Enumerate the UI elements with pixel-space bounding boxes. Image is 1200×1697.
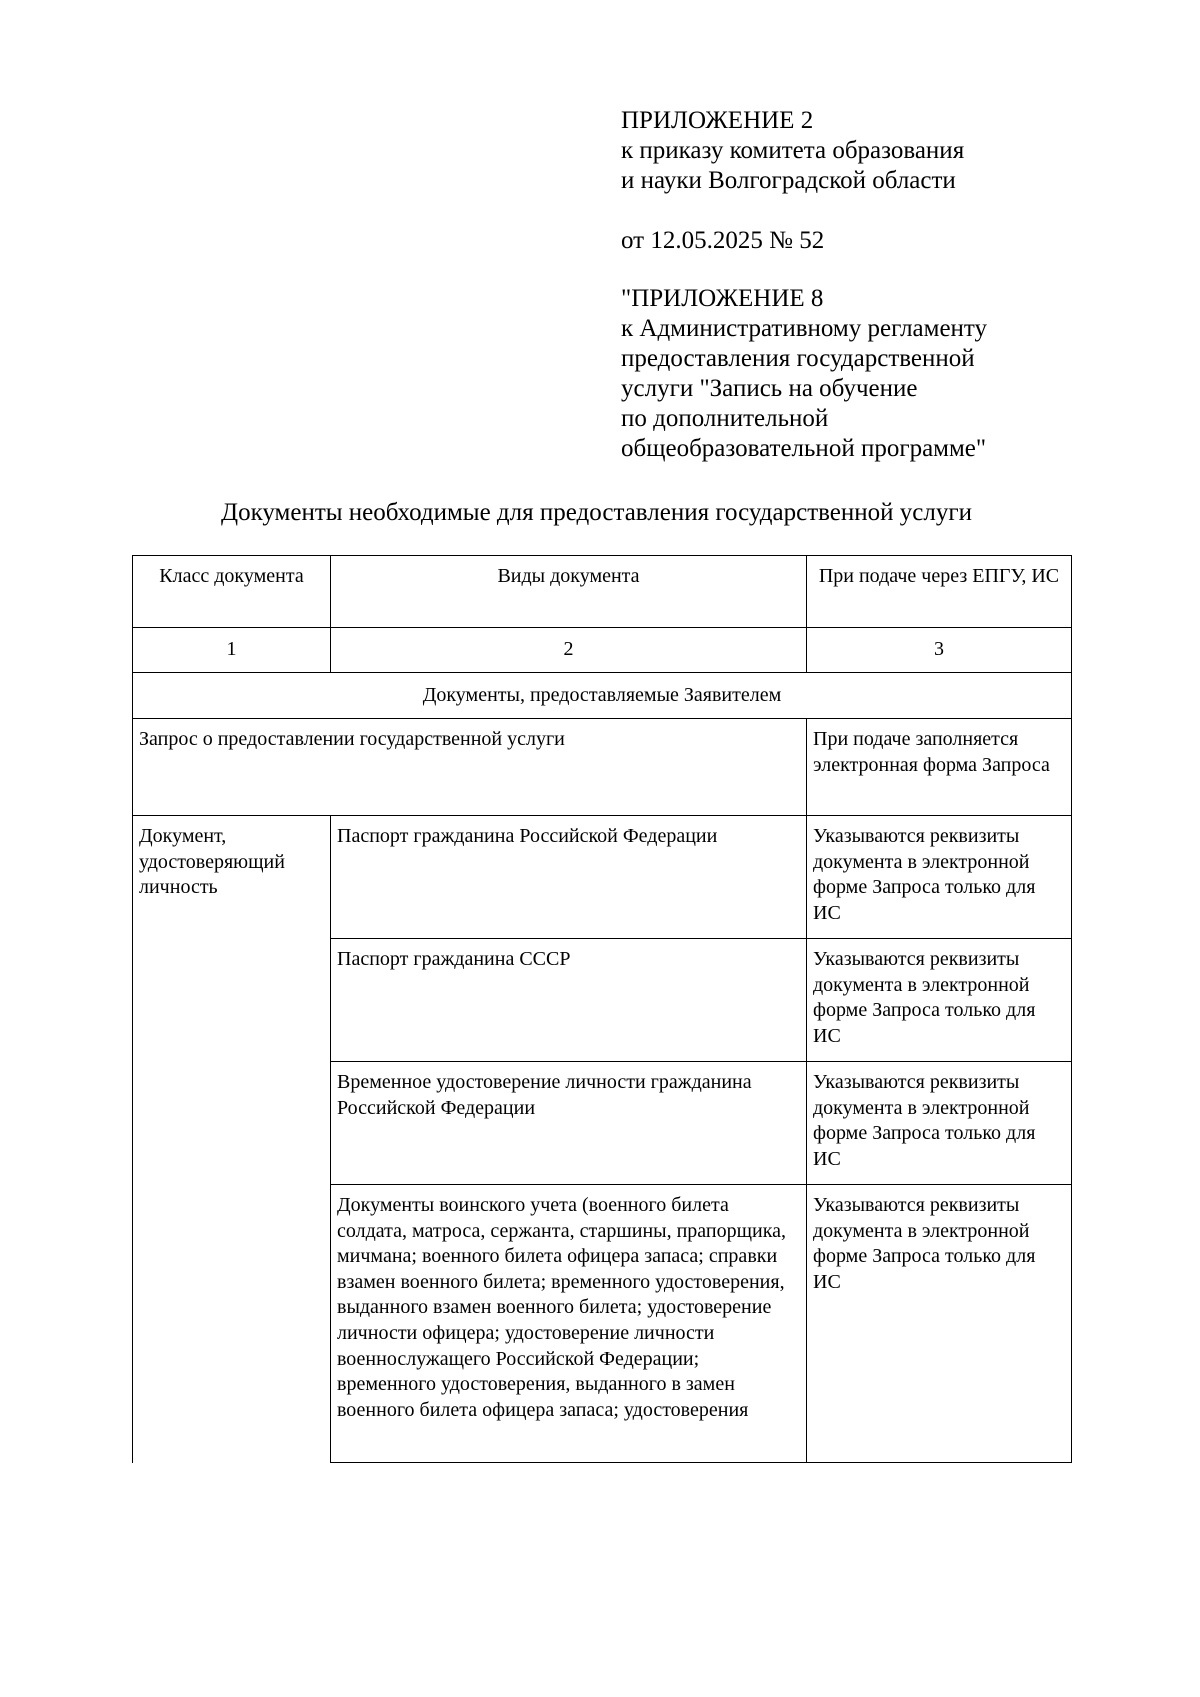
document-kind: Временное удостоверение личности гражданина Российской Федерации bbox=[331, 1062, 807, 1185]
column-number: 1 bbox=[133, 628, 331, 673]
document-kind: Паспорт гражданина СССР bbox=[331, 939, 807, 1062]
section-title: Документы, предоставляемые Заявителем bbox=[133, 673, 1072, 719]
appendix-line: и науки Волгоградской области bbox=[621, 167, 956, 194]
table-row bbox=[133, 816, 1072, 939]
column-number-row bbox=[133, 628, 1072, 673]
document-kind: Документы воинского учета (военного билета солдата, матроса, сержанта, старшины, прапорщика, мичмана; военного билета офицера запаса; справки взамен военного билета; временного удостоверения, выданного взамен военного билета; удостоверение личности офицера; удостоверение личности военнослужащего Российской Федерации; временного удостоверения, выданного в замен военного билета офицера запаса; удостоверения bbox=[331, 1185, 807, 1463]
column-header: Виды документа bbox=[331, 556, 807, 628]
appendix-line: ПРИЛОЖЕНИЕ 2 bbox=[621, 107, 814, 134]
appendix-line: по дополнительной bbox=[621, 405, 829, 432]
identity-class-cell: Документ, удостоверяющий личность bbox=[133, 816, 331, 1463]
column-number: 3 bbox=[807, 628, 1072, 673]
order-date-line: от 12.05.2025 № 52 bbox=[621, 227, 825, 254]
document-note: Указываются реквизиты документа в электронной форме Запроса только для ИС bbox=[807, 1185, 1072, 1463]
appendix-line: услуги "Запись на обучение bbox=[621, 375, 918, 402]
column-header: Класс документа bbox=[133, 556, 331, 628]
column-number: 2 bbox=[331, 628, 807, 673]
document-note: Указываются реквизиты документа в электронной форме Запроса только для ИС bbox=[807, 939, 1072, 1062]
table-header-row bbox=[133, 556, 1072, 628]
appendix-header bbox=[621, 106, 1061, 464]
request-note: При подаче заполняется электронная форма Запроса bbox=[807, 719, 1072, 816]
section-row bbox=[133, 673, 1072, 719]
appendix-line: к приказу комитета образования bbox=[621, 137, 965, 164]
table-row bbox=[133, 719, 1072, 816]
documents-table bbox=[132, 555, 1072, 1463]
appendix-line: к Административному регламенту bbox=[621, 315, 988, 342]
appendix-line: "ПРИЛОЖЕНИЕ 8 bbox=[621, 285, 824, 312]
appendix-line: предоставления государственной bbox=[621, 345, 975, 372]
document-note: Указываются реквизиты документа в электронной форме Запроса только для ИС bbox=[807, 816, 1072, 939]
request-label: Запрос о предоставлении государственной услуги bbox=[133, 719, 807, 816]
document-kind: Паспорт гражданина Российской Федерации bbox=[331, 816, 807, 939]
document-note: Указываются реквизиты документа в электронной форме Запроса только для ИС bbox=[807, 1062, 1072, 1185]
column-header: При подаче через ЕПГУ, ИС bbox=[807, 556, 1072, 628]
appendix-line: общеобразовательной программе" bbox=[621, 435, 987, 462]
document-title: Документы необходимые для предоставления государственной услуги bbox=[221, 499, 972, 526]
